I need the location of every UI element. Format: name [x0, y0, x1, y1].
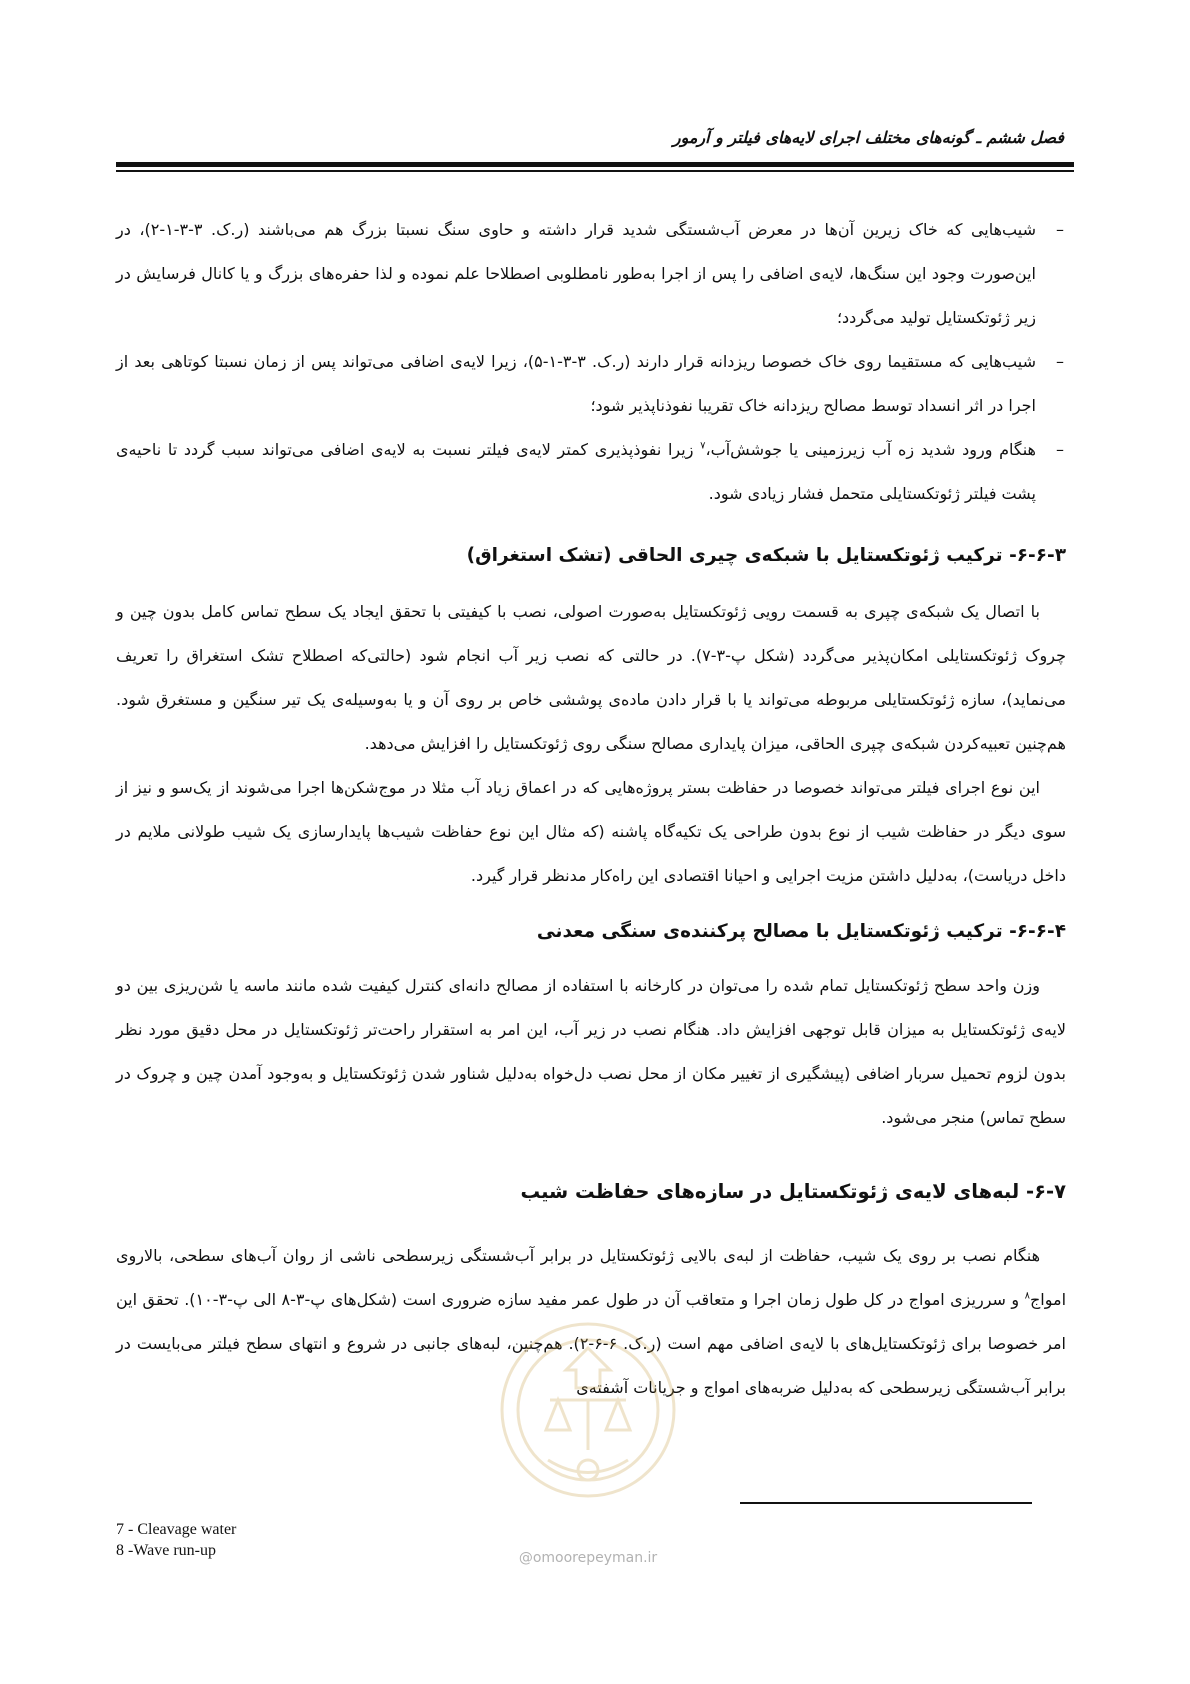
bullet-list [116, 208, 1066, 516]
bullet-item [116, 340, 1066, 428]
bullet-text: شیب‌هایی که خاک زیرین آن‌ها در معرض آب‌شستگی شدید قرار داشته و حاوی سنگ نسبتا بزرگ هم می‌باشند (ر.ک. ۳-۳-۱-۲)، در این‌صورت وجود این سنگ‌ها، لایه‌ی اضافی را پس از اجرا به‌طور نامطلوبی اصطلاحا علم نموده و لذا حفره‌های بزرگ و یا کانال فرسایش در زیر ژئوتکستایل تولید می‌گردد؛ [116, 220, 1037, 327]
footnote-ref-8: ۸ [1024, 1290, 1030, 1302]
paragraph [116, 1234, 1066, 1410]
section-heading-6-6-3: ۶-۶-۳- ترکیب ژئوتکستایل با شبکه‌ی چیری الحاقی (تشک استغراق) [466, 545, 1066, 566]
section-heading-6-7: ۶-۷- لبه‌های لایه‌ی ژئوتکستایل در سازه‌های حفاظت شیب [520, 1180, 1066, 1203]
bullet-text: هنگام ورود شدید زه آب زیرزمینی یا جوشش‌آب، [705, 440, 1036, 459]
watermark-site: @omoorepeyman.ir [518, 1550, 658, 1566]
bullet-text: زیرا نفوذپذیری کمتر لایه‌ی فیلتر نسبت به لایه‌ی اضافی می‌تواند سبب گردد تا ناحیه‌ی پشت فیلتر ژئوتکستایلی متحمل فشار زیادی شود. [116, 440, 1036, 503]
bullet-item [116, 208, 1066, 340]
section-heading-6-6-4: ۶-۶-۴- ترکیب ژئوتکستایل با مصالح پرکننده‌ی سنگی معدنی [536, 921, 1066, 942]
bullet-item [116, 428, 1066, 516]
paragraph-text: و سرریزی امواج در کل طول زمان اجرا و متعاقب آن در طول عمر مفید سازه ضروری است (شکل‌های پ-۳-۸ الی پ-۳-۱۰). تحقق این امر خصوصا برای ژئوتکستایل‌های با لایه‌ی اضافی مهم است (ر.ک. ۶-۶-۲). هم‌چنین، لبه‌های جانبی در شروع و انتهای سطح فیلتر می‌بایست در برابر آب‌شستگی زیرسطحی که به‌دلیل ضربه‌های امواج و جریانات آشفته‌ی [116, 1290, 1067, 1397]
footnote-8: 8 -Wave run-up [116, 1542, 217, 1559]
paragraph: این نوع اجرای فیلتر می‌تواند خصوصا در حفاظت بستر پروژه‌هایی که در اعماق زیاد آب مثلا در موج‌شکن‌ها اجرا می‌شوند از یک‌سو و نیز از سوی دیگر در حفاظت شیب از نوع بدون طراحی یک تکیه‌گاه پاشنه (که مثال این نوع حفاظت شیب‌ها پایدارسازی یک شیب طولانی ملایم در داخل دریاست)، به‌دلیل داشتن مزیت اجرایی و احیانا اقتصادی این راه‌کار مدنظر قرار گیرد. [116, 778, 1066, 885]
header-rule-thin [116, 170, 1074, 172]
footnote-7: 7 - Cleavage water [116, 1521, 237, 1538]
watermark-site-text: omoorepeyman.ir [532, 1550, 658, 1566]
bullet-text: شیب‌هایی که مستقیما روی خاک خصوصا ریزدانه قرار دارند (ر.ک. ۳-۳-۱-۵)، زیرا لایه‌ی اضافی می‌تواند پس از زمان نسبتا کوتاهی بعد از اجرا در اثر انسداد توسط مصالح ریزدانه خاک تقریبا نفوذناپذیر شود؛ [116, 352, 1036, 415]
paragraph-text: هنگام نصب بر روی یک شیب، حفاظت از لبه‌ی بالایی ژئوتکستایل در برابر آب‌شستگی زیرسطحی ناشی از روان آب‌های سطحی، بالاروی امواج [116, 1246, 1067, 1309]
page-body [116, 208, 1066, 1410]
footnote-ref-7: ۷ [700, 440, 706, 452]
running-header: فصل ششم ـ گونه‌های مختلف اجرای لایه‌های فیلتر و آرمور [672, 128, 1064, 147]
paragraph: وزن واحد سطح ژئوتکستایل تمام شده را می‌توان در کارخانه با استفاده از مصالح دانه‌ای کنترل کیفیت شده مانند ماسه یا شن‌ریزی بین دو لایه‌ی ژئوتکستایل به میزان قابل توجهی افزایش داد. هنگام نصب در زیر آب، این امر به استقرار راحت‌تر ژئوتکستایل در محل دقیق مورد نظر بدون لزوم تحمیل سربار اضافی (پیشگیری از تغییر مکان از محل نصب دل‌خواه به‌دلیل شناور شدن ژئوتکستایل و به‌وجود آمدن چین و چروک در سطح تماس) منجر می‌شود. [116, 976, 1066, 1127]
footnote-separator [740, 1502, 1032, 1504]
footnotes [116, 1519, 236, 1561]
paragraph: با اتصال یک شبکه‌ی چپری به قسمت رویی ژئوتکستایل به‌صورت اصولی، نصب با کیفیتی با تحقق ایجاد یک سطح تماس کامل بدون چین و چروک ژئوتکستایلی امکان‌پذیر می‌گردد (شکل پ-۳-۷). در حالتی که نصب زیر آب انجام شود (حالتی‌که اصطلاح تشک استغراق را تعریف می‌نماید)، سازه ژئوتکستایلی مربوطه می‌تواند یا با قرار دادن ماده‌ی پوششی خاص بر روی آن و یا به‌وسیله‌ی یک تیر سنگین و مستغرق شود. هم‌چنین تعبیه‌کردن شبکه‌ی چپری الحاقی، میزان پایداری مصالح سنگی روی ژئوتکستایل را افزایش می‌دهد. [116, 602, 1066, 753]
header-rule-thick [116, 162, 1074, 167]
